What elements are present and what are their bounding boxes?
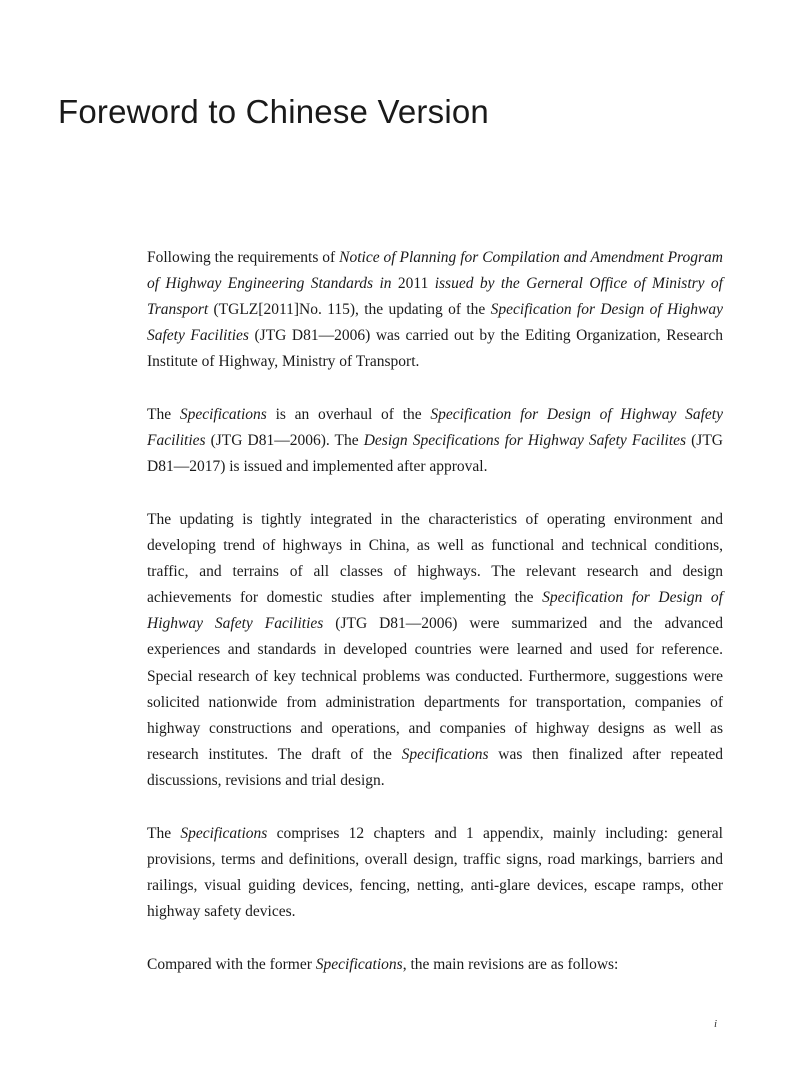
paragraph-text: The updating is tightly integrated in the characteristics of operating environment and developing trend of highways in China, as well as functional and technical conditions, traffic, and terrains of all classes of highways. The relevant research and design achievements for domestic studies after implementing the (147, 510, 723, 607)
italic-title-text: Specification for Design of Highway Safety Facilities (147, 406, 723, 450)
paragraph-text: The (147, 824, 181, 842)
italic-title-text: Notice of Planning for Compilation and Amendment Program of Highway Engineering Standards in (147, 249, 723, 293)
italic-title-text: Specifications (401, 745, 489, 763)
paragraph-2 (147, 402, 723, 480)
paragraph-5 (147, 952, 723, 978)
paragraph-text: Compared with the former (147, 955, 316, 973)
paragraph-text: (JTG D81—2006) was carried out by the Editing Organization, Research Institute of Highway, Ministry of Transport. (147, 327, 723, 371)
italic-title-text: Design Specifications for Highway Safety Facilites (363, 432, 687, 450)
paragraph-text: Following the requirements of (147, 249, 340, 266)
paragraph-4 (147, 821, 723, 925)
paragraph-text: (JTG D81—2006). The (205, 432, 364, 450)
italic-title-text: Specification for Design of Highway Safety Facilities (147, 301, 723, 345)
paragraph-text: 2011 (391, 275, 435, 293)
page-number: i (714, 1018, 718, 1030)
italic-title-text: Specification for Design of Highway Safety Facilities (147, 589, 723, 633)
paragraph-1 (147, 245, 723, 375)
italic-title-text: Specifications (315, 955, 403, 973)
paragraph-text: (TGLZ[2011]No. 115), the updating of the (208, 301, 491, 319)
paragraph-text: , the main revisions are as follows: (402, 955, 619, 973)
paragraph-text: comprises 12 chapters and 1 appendix, mainly including: general provisions, terms and definitions, overall design, traffic signs, road markings, barriers and railings, visual guiding devices, fencing, netting, anti-glare devices, escape ramps, other highway safety devices. (147, 824, 723, 920)
foreword-body (147, 245, 723, 1004)
page-title: Foreword to Chinese Version (58, 93, 489, 130)
paragraph-text: The (147, 406, 180, 424)
italic-title-text: issued by the Gerneral Office of Ministry of Transport (147, 275, 723, 319)
paragraph-3 (147, 507, 723, 794)
paragraph-text: was then finalized after repeated discussions, revisions and trial design. (147, 745, 724, 789)
paragraph-text: is an overhaul of the (266, 406, 431, 424)
paragraph-text: (JTG D81—2017) is issued and implemented after approval. (147, 432, 723, 476)
paragraph-text: (JTG D81—2006) were summarized and the advanced experiences and standards in developed countries were learned and used for reference. Special research of key technical problems was conducted. Furthermore, suggestions were solicited nationwide from administration departments for transportation, companies of highway constructions and operations, and companies of highway designs as well as research institutes. The draft of the (147, 615, 723, 763)
italic-title-text: Specifications (179, 406, 267, 424)
italic-title-text: Specifications (180, 824, 268, 842)
